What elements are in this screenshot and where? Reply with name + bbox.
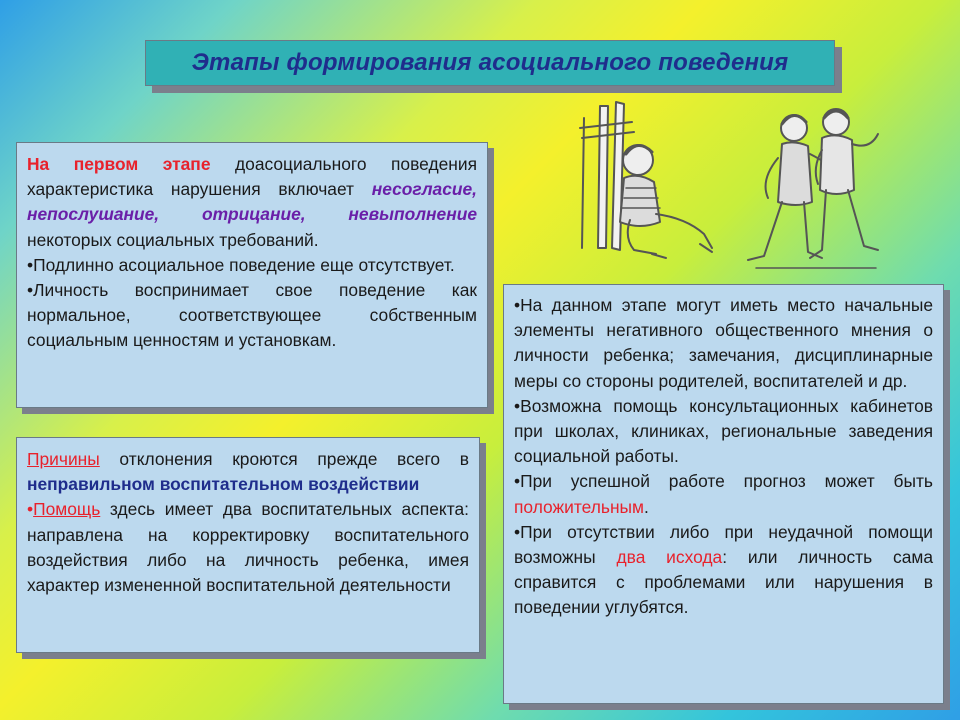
first-stage-bullet-2: •Личность воспринимает свое поведение как нормальное, соответствующее собственным социальным ценностям и установкам. <box>27 280 477 351</box>
help-text: здесь имеет два воспитательных аспекта: направлена на корректировку воспитательного воздействия либо на личность ребенка, имея характер измененной воспитательной деятельности <box>27 499 469 596</box>
first-stage-violations: несогласие, непослушание, отрицание, невыполнение <box>27 179 477 225</box>
first-stage-intro <box>27 152 477 253</box>
causes-paragraph <box>27 447 469 497</box>
first-stage-lead: На первом этапе <box>27 154 211 174</box>
first-stage-bullet-1: •Подлинно асоциальное поведение еще отсутствует. <box>27 254 455 275</box>
details-bullet-3 <box>514 469 933 519</box>
causes-panel <box>16 437 480 653</box>
stage-details-panel <box>503 284 944 704</box>
causes-key: неправильном воспитательном воздействии <box>27 474 420 495</box>
help-bullet: • <box>27 499 34 520</box>
details-bullet-3-text: •При успешной работе прогноз может быть <box>514 471 933 492</box>
help-word: Помощь <box>33 499 101 520</box>
causes-text: отклонения кроются прежде всего в <box>99 449 469 469</box>
two-outcomes: два исхода <box>616 547 723 568</box>
first-stage-text-2: некоторых социальных требований. <box>27 229 319 250</box>
details-bullet-3-end: . <box>644 496 649 517</box>
details-bullet-4-end: : или личность сама справится с проблемами или нарушения в поведении углубятся. <box>514 547 933 618</box>
details-bullet-4-text: •При отсутствии либо при неудачной помощи возможны <box>514 521 933 568</box>
details-bullet-1: •На данном этапе могут иметь место начальные элементы негативного общественного мнения о личности ребенка; замечания, дисциплинарные меры со стороны родителей, воспитателей и др. <box>514 295 933 391</box>
first-stage-panel <box>16 142 488 408</box>
boys-fighting-sketch-icon <box>560 98 890 276</box>
help-paragraph <box>27 497 469 598</box>
page-title: Этапы формирования асоциального поведения <box>191 49 789 76</box>
first-stage-text-1: доасоциального поведения характеристика нарушения включает <box>27 154 477 200</box>
title-banner <box>145 40 835 86</box>
details-bullet-4 <box>514 520 933 621</box>
causes-word: Причины <box>27 449 100 469</box>
positive-prognosis: положительным <box>514 496 645 517</box>
details-bullet-2: •Возможна помощь консультационных кабинетов при школах, клиниках, региональные заведения социальной работы. <box>514 395 933 467</box>
